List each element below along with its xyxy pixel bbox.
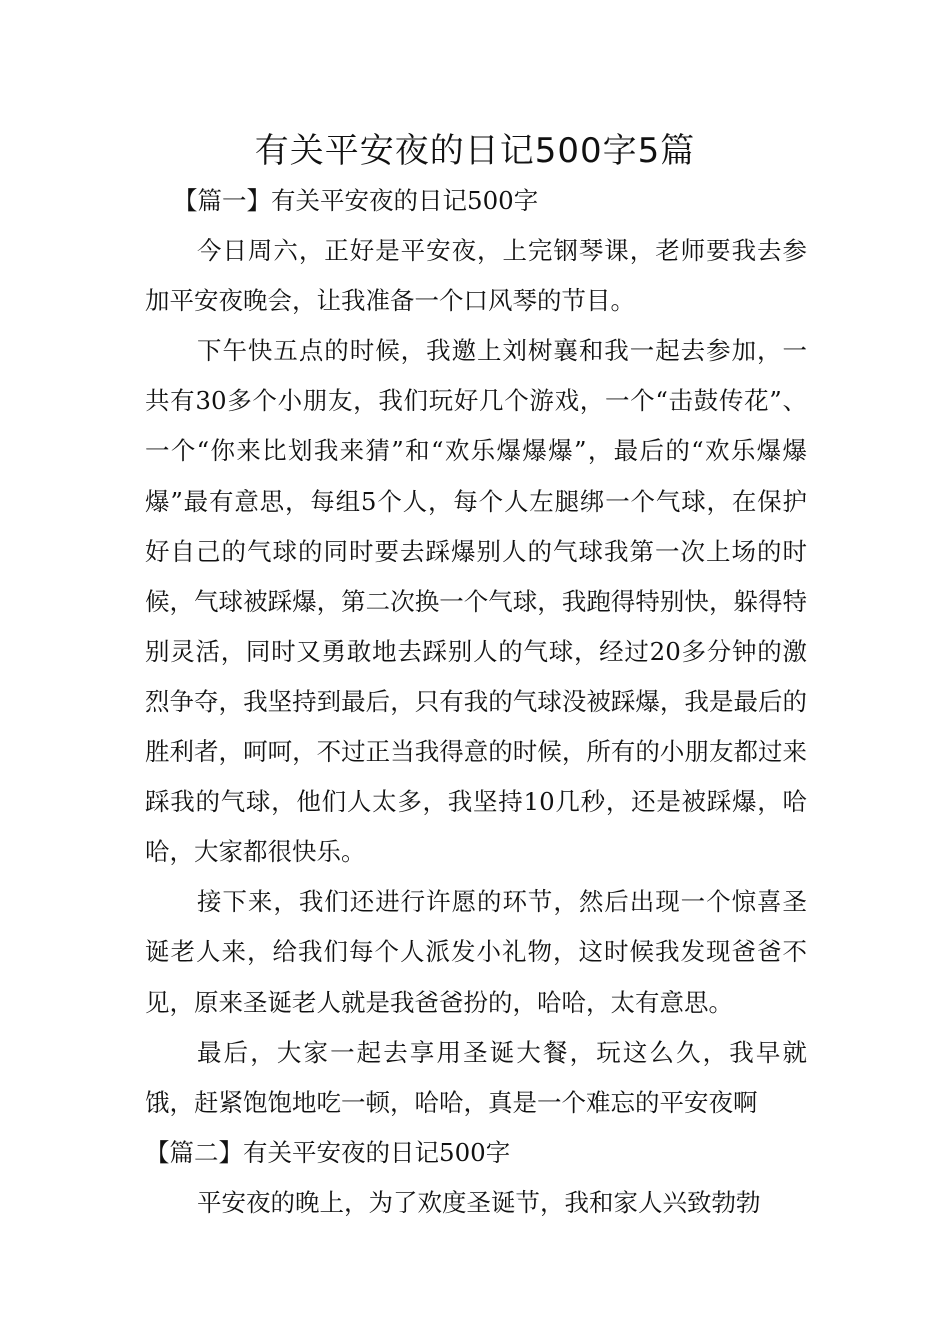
paragraph: 今日周六，正好是平安夜，上完钢琴课，老师要我去参加平安夜晚会，让我准备一个口风琴的节目。 [145, 236, 807, 316]
document-body [145, 176, 807, 1228]
section-heading-2: 【篇二】有关平安夜的日记500字 [145, 1137, 511, 1167]
paragraph: 平安夜的晚上，为了欢度圣诞节，我和家人兴致勃勃 [197, 1187, 761, 1217]
paragraph: 最后，大家一起去享用圣诞大餐，玩这么久，我早就饿，赶紧饱饱地吃一顿，哈哈，真是一个难忘的平安夜啊 [145, 1037, 807, 1117]
paragraph: 接下来，我们还进行许愿的环节，然后出现一个惊喜圣诞老人来，给我们每个人派发小礼物，这时候我发现爸爸不见，原来圣诞老人就是我爸爸扮的，哈哈，太有意思。 [145, 887, 807, 1017]
paragraph: 下午快五点的时候，我邀上刘树襄和我一起去参加，一共有30多个小朋友，我们玩好几个游戏，一个“击鼓传花”、一个“你来比划我来猜”和“欢乐爆爆爆”，最后的“欢乐爆爆爆”最有意思，每组5个人，每个人左腿绑一个气球，在保护好自己的气球的同时要去踩爆别人的气球我第一次上场的时候，气球被踩爆，第二次换一个气球，我跑得特别快，躲得特别灵活，同时又勇敢地去踩别人的气球，经过20多分钟的激烈争夺，我坚持到最后，只有我的气球没被踩爆，我是最后的胜利者，呵呵，不过正当我得意的时候，所有的小朋友都过来踩我的气球，他们人太多，我坚持10几秒，还是被踩爆，哈哈，大家都很快乐。 [145, 336, 807, 867]
section-heading-1: 【篇一】有关平安夜的日记500字 [173, 186, 539, 215]
document-title: 有关平安夜的日记500字5篇 [254, 131, 696, 171]
